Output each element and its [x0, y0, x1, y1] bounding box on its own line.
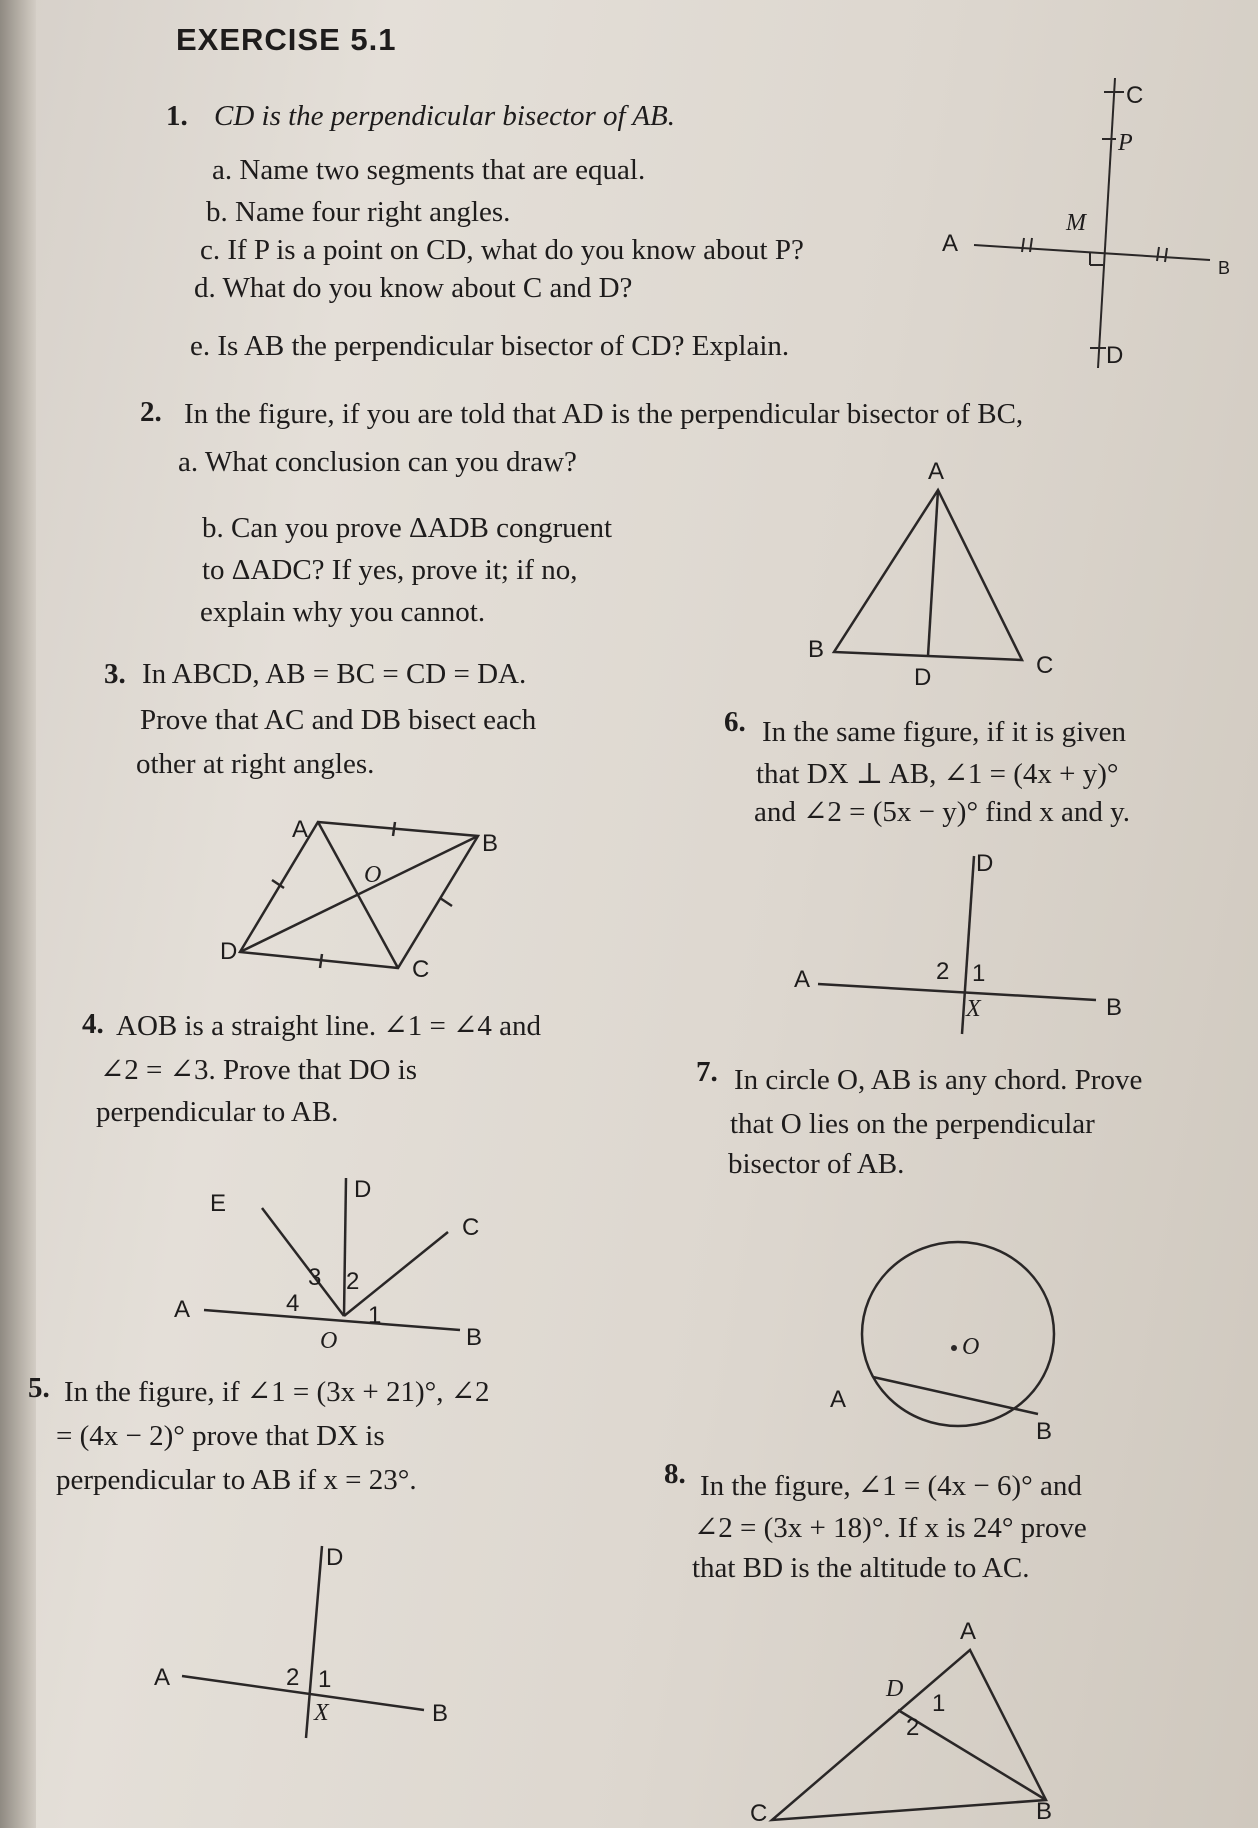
q1-part-e: e. Is AB the perpendicular bisector of CD? Explain. [190, 330, 790, 362]
q2-label-d: D [914, 664, 932, 691]
q5-line1: In the figure, if ∠1 = (3x + 21)°, ∠2 [64, 1376, 490, 1408]
q7-label-o: O [962, 1334, 980, 1360]
q5-label-b: B [432, 1700, 449, 1727]
q5-label-1: 1 [318, 1666, 332, 1693]
q5-label-d: D [326, 1544, 344, 1571]
q4-label-o: O [320, 1328, 338, 1354]
q2-label-b: B [808, 636, 825, 663]
q4-line1: AOB is a straight line. ∠1 = ∠4 and [116, 1010, 541, 1042]
q4-label-d: D [354, 1176, 372, 1203]
q4-line3: perpendicular to AB. [96, 1096, 339, 1128]
q4-number: 4. [82, 1008, 104, 1040]
q1-label-p: P [1118, 130, 1133, 156]
q6-label-2: 2 [936, 958, 950, 985]
q1-stem: CD is the perpendicular bisector of AB. [214, 100, 675, 132]
q1-part-d: d. What do you know about C and D? [194, 272, 633, 304]
q1-label-a: A [942, 230, 959, 257]
q2-label-c: C [1036, 652, 1054, 679]
q1-part-a: a. Name two segments that are equal. [212, 154, 646, 186]
q3-line3: other at right angles. [136, 748, 375, 780]
q4-label-3: 3 [308, 1264, 322, 1291]
q1-part-b: b. Name four right angles. [206, 196, 511, 228]
exercise-heading: EXERCISE 5.1 [176, 22, 397, 57]
q5-label-2: 2 [286, 1664, 300, 1691]
q2-number: 2. [140, 396, 162, 428]
q5-number: 5. [28, 1372, 50, 1404]
q8-line1: In the figure, ∠1 = (4x − 6)° and [700, 1470, 1082, 1502]
q1-label-c: C [1126, 82, 1144, 109]
q3-label-o: O [364, 862, 382, 888]
q8-label-d: D [886, 1676, 904, 1702]
q5-line3: perpendicular to AB if x = 23°. [56, 1464, 417, 1496]
q6-line1: In the same figure, if it is given [762, 716, 1127, 748]
q4-label-e: E [210, 1190, 227, 1217]
q2-stem: In the figure, if you are told that AD is the perpendicular bisector of BC, [184, 398, 1024, 430]
q1-label-d: D [1106, 342, 1124, 369]
q7-line3: bisector of AB. [728, 1148, 905, 1180]
q8-number: 8. [664, 1458, 686, 1490]
q6-line2: that DX ⊥ AB, ∠1 = (4x + y)° [756, 758, 1119, 790]
q2-part-b-line3: explain why you cannot. [200, 596, 486, 628]
q8-line2: ∠2 = (3x + 18)°. If x is 24° prove [694, 1512, 1087, 1544]
q5-label-a: A [154, 1664, 171, 1691]
q1-label-b: B [1218, 258, 1231, 278]
q3-label-c: C [412, 956, 430, 983]
q3-line2: Prove that AC and DB bisect each [140, 704, 537, 736]
q5-line2: = (4x − 2)° prove that DX is [56, 1420, 385, 1452]
q7-number: 7. [696, 1056, 718, 1088]
q2-label-a: A [928, 458, 945, 485]
q4-label-1: 1 [368, 1302, 382, 1329]
q1-part-c: c. If P is a point on CD, what do you know about P? [200, 234, 804, 266]
q5-label-x: X [314, 1700, 329, 1726]
q3-label-b: B [482, 830, 499, 857]
q3-label-a: A [292, 816, 309, 843]
q7-label-b: B [1036, 1418, 1053, 1445]
q7-line2: that O lies on the perpendicular [730, 1108, 1095, 1140]
q3-line1: In ABCD, AB = BC = CD = DA. [142, 658, 527, 690]
q3-number: 3. [104, 658, 126, 690]
q2-part-b-line1: b. Can you prove ΔADB congruent [202, 512, 613, 544]
q8-label-c: C [750, 1800, 768, 1827]
q6-label-d: D [976, 850, 994, 877]
q4-label-c: C [462, 1214, 480, 1241]
q8-label-2: 2 [906, 1714, 920, 1741]
q1-number: 1. [166, 100, 188, 132]
q8-line3: that BD is the altitude to AC. [692, 1552, 1030, 1584]
q6-label-x: X [966, 996, 981, 1022]
q4-line2: ∠2 = ∠3. Prove that DO is [100, 1054, 418, 1086]
q4-label-a: A [174, 1296, 191, 1323]
q7-label-a: A [830, 1386, 847, 1413]
q6-number: 6. [724, 706, 746, 738]
q4-label-b: B [466, 1324, 483, 1351]
q4-label-4: 4 [286, 1290, 300, 1317]
q8-label-a: A [960, 1618, 977, 1645]
q4-label-2: 2 [346, 1268, 360, 1295]
q1-label-m: M [1066, 210, 1086, 236]
q2-part-a: a. What conclusion can you draw? [178, 446, 577, 478]
q2-part-b-line2: to ΔADC? If yes, prove it; if no, [202, 554, 578, 586]
q3-label-d: D [220, 938, 238, 965]
q8-label-b: B [1036, 1798, 1053, 1825]
q8-label-1: 1 [932, 1690, 946, 1717]
q6-label-a: A [794, 966, 811, 993]
q7-line1: In circle O, AB is any chord. Prove [734, 1064, 1143, 1096]
q6-label-b: B [1106, 994, 1123, 1021]
q6-line3: and ∠2 = (5x − y)° find x and y. [754, 796, 1130, 828]
q6-label-1: 1 [972, 960, 986, 987]
